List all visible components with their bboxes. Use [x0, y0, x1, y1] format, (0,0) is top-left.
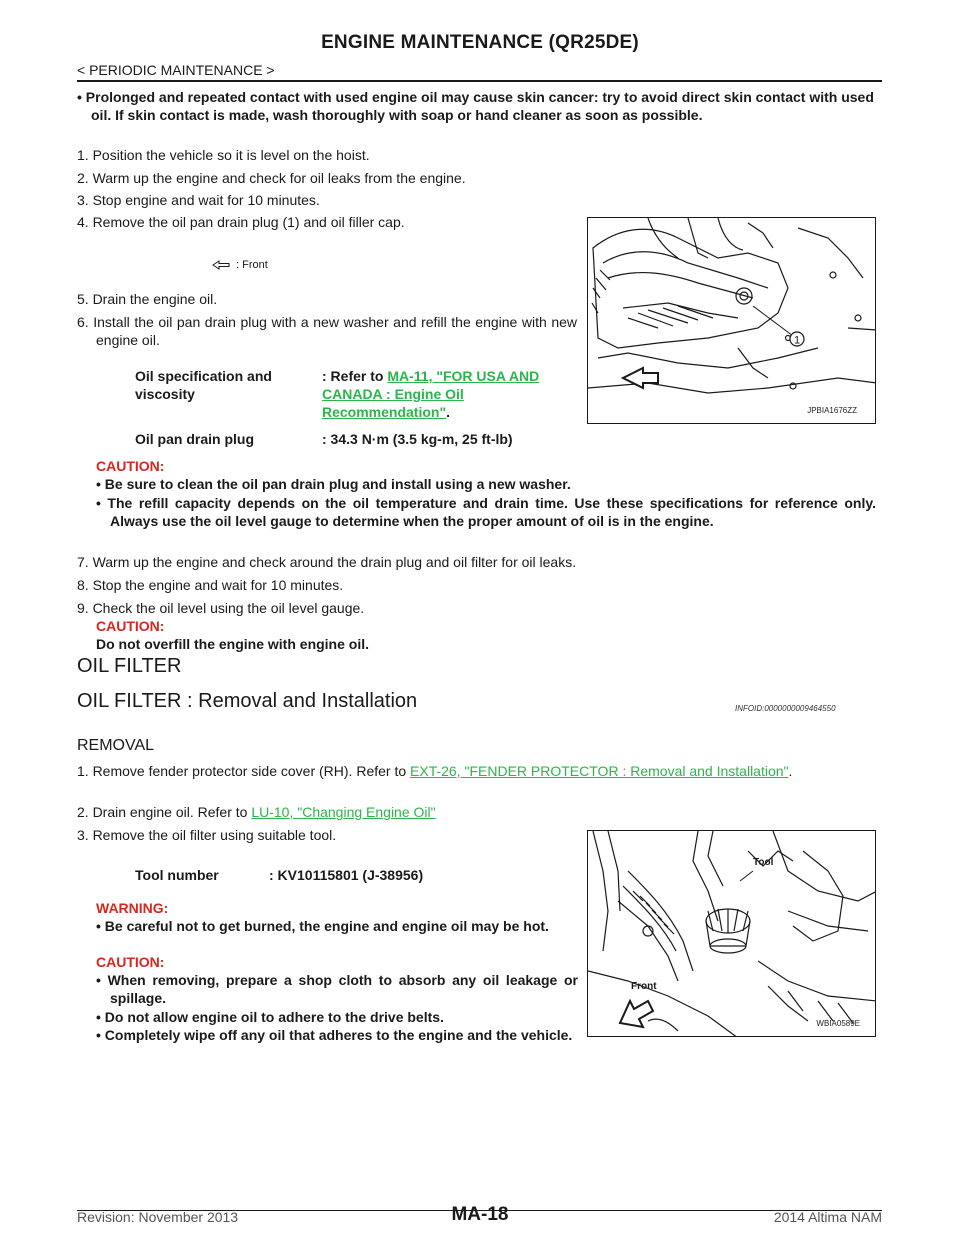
header-rule	[77, 80, 882, 82]
tool-label: Tool number	[135, 867, 219, 883]
front-legend-text: : Front	[236, 259, 268, 271]
caution-a-item-1: • Be sure to clean the oil pan drain plug and install using a new washer.	[96, 476, 571, 492]
oil-pan-illustration	[588, 218, 876, 424]
step-2: 2. Warm up the engine and check for oil leaks from the engine.	[77, 170, 466, 186]
figure1-code: JPBIA1676ZZ	[807, 406, 857, 415]
warning-b-text: • Be careful not to get burned, the engine and engine oil may be hot.	[96, 918, 549, 934]
oil-spec-link[interactable]: MA-11, "FOR USA AND CANADA : Engine Oil Recommendation"	[322, 368, 540, 420]
warning-b-label: WARNING:	[96, 900, 169, 916]
removal-heading: REMOVAL	[77, 737, 155, 754]
removal-step-3: 3. Remove the oil filter using suitable tool.	[77, 827, 337, 843]
changing-engine-oil-link[interactable]: LU-10, "Changing Engine Oil"	[251, 804, 436, 820]
step-9: 9. Check the oil level using the oil level gauge.	[77, 600, 365, 616]
step-5: 5. Drain the engine oil.	[77, 291, 218, 307]
footer-revision: Revision: November 2013	[77, 1209, 239, 1225]
caution-a-label: CAUTION:	[96, 458, 165, 474]
removal-step-2: 2. Drain engine oil. Refer to LU-10, "Changing Engine Oil"	[77, 804, 436, 820]
figure1-callout: 1	[793, 334, 801, 347]
step-3: 3. Stop engine and wait for 10 minutes.	[77, 192, 320, 208]
drain-plug-label: Oil pan drain plug	[135, 431, 254, 447]
footer-model: 2014 Altima NAM	[773, 1209, 882, 1225]
step-6: 6. Install the oil pan drain plug with a new washer and refill the engine with new engine oil.	[77, 314, 577, 348]
page-title: ENGINE MAINTENANCE (QR25DE)	[321, 32, 639, 53]
oil-filter-removal-figure	[587, 830, 876, 1037]
step-7: 7. Warm up the engine and check around the drain plug and oil filter for oil leaks.	[77, 554, 577, 570]
front-legend	[212, 259, 268, 271]
intro-warning: • Prolonged and repeated contact with used engine oil may cause skin cancer: try to avoid direct skin contact with used oil. If skin contact is made, wash thoroughly with soap or hand cleaner as soon as possible.	[77, 89, 874, 123]
footer-page-number: MA-18	[451, 1204, 509, 1225]
oil-filter-illustration	[588, 831, 876, 1037]
caution-c-item-1: • When removing, prepare a shop cloth to absorb any oil leakage or spillage.	[96, 972, 578, 1006]
figure2-code: WBIA0589E	[816, 1019, 860, 1028]
figure2-tool-label: Tool	[753, 857, 774, 868]
tool-value: : KV10115801 (J-38956)	[269, 867, 424, 883]
caution-c-label: CAUTION:	[96, 954, 165, 970]
front-arrow-icon	[212, 260, 230, 270]
drain-plug-value: : 34.3 N·m (3.5 kg-m, 25 ft-lb)	[322, 431, 513, 447]
step-1: 1. Position the vehicle so it is level on the hoist.	[77, 147, 370, 163]
caution-b-label: CAUTION:	[96, 618, 165, 634]
step-8: 8. Stop the engine and wait for 10 minutes.	[77, 577, 344, 593]
info-id: INFOID:0000000009464550	[735, 704, 836, 713]
caution-b-text: Do not overfill the engine with engine oil.	[96, 636, 370, 652]
step-4: 4. Remove the oil pan drain plug (1) and oil filler cap.	[77, 214, 405, 230]
caution-c-item-3: • Completely wipe off any oil that adheres to the engine and the vehicle.	[96, 1027, 573, 1043]
oil-filter-subheading: OIL FILTER : Removal and Installation	[77, 690, 418, 712]
oil-spec-label: Oil specification and viscosity	[135, 368, 272, 402]
oil-spec-value: : Refer to MA-11, "FOR USA AND CANADA : Engine Oil Recommendation".	[322, 368, 540, 420]
removal-step-1: 1. Remove fender protector side cover (RH). Refer to EXT-26, "FENDER PROTECTOR : Removal and Installation".	[77, 763, 793, 779]
fender-protector-link[interactable]: EXT-26, "FENDER PROTECTOR : Removal and Installation"	[410, 763, 789, 779]
figure2-front-label: Front	[631, 981, 657, 992]
oil-pan-drain-plug-figure	[587, 217, 876, 424]
caution-c-item-2: • Do not allow engine oil to adhere to the drive belts.	[96, 1009, 444, 1025]
caution-a-item-2: • The refill capacity depends on the oil temperature and drain time. Use these specifications for reference only. Always use the oil level gauge to determine when the proper amount of oil is in the engine.	[96, 495, 876, 529]
section-breadcrumb: < PERIODIC MAINTENANCE >	[77, 62, 275, 78]
oil-filter-heading: OIL FILTER	[77, 655, 182, 677]
